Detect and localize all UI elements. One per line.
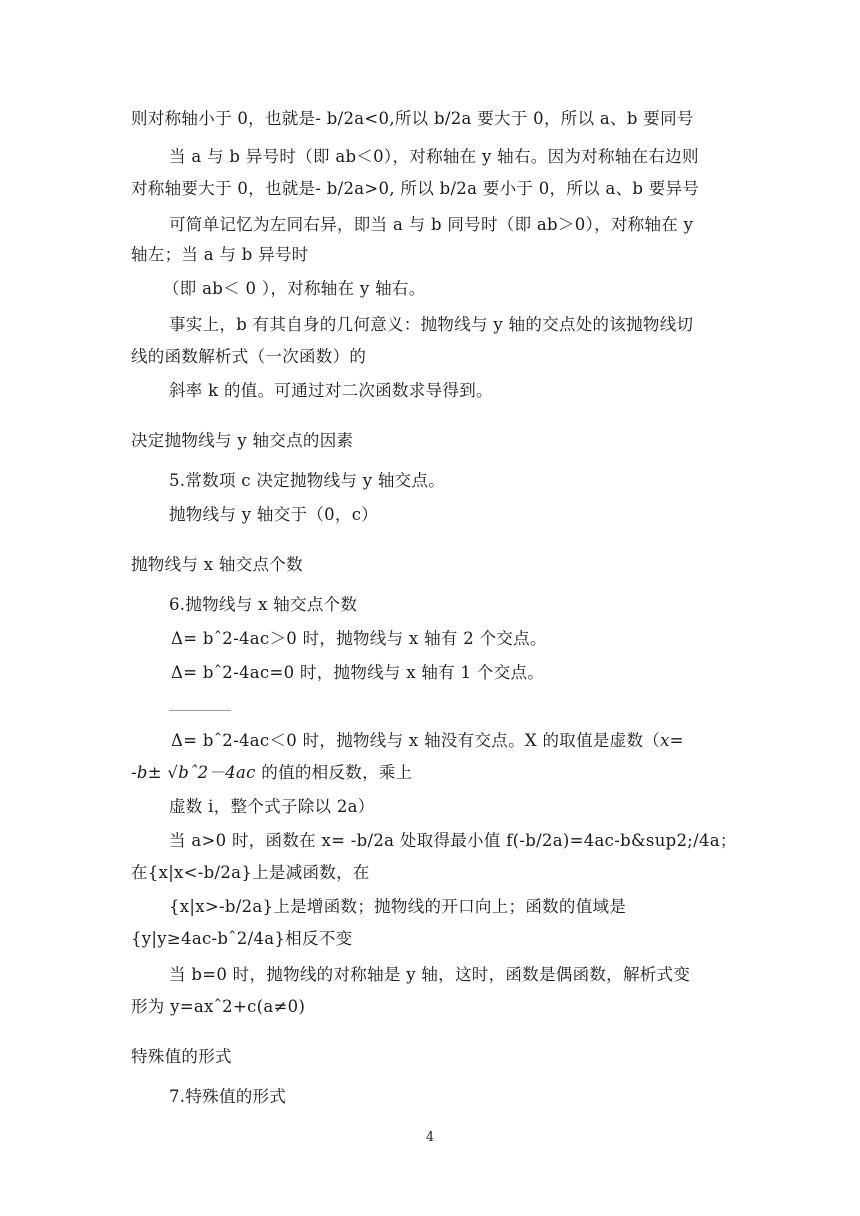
text-line: 轴左；当 a 与 b 异号时 <box>131 245 309 264</box>
text-line: Δ= bˆ2-4ac=0 时，抛物线与 x 轴有 1 个交点。 <box>171 663 545 682</box>
text-line: 当 b=0 时，抛物线的对称轴是 y 轴，这时，函数是偶函数，解析式变 <box>169 965 691 984</box>
section-heading: 抛物线与 x 轴交点个数 <box>131 555 303 574</box>
text-line: 当 a 与 b 异号时（即 ab＜0），对称轴在 y 轴右。因为对称轴在右边则 <box>169 147 699 166</box>
text-line: 斜率 k 的值。可通过对二次函数求导得到。 <box>169 381 493 400</box>
text-line: 可简单记忆为左同右异，即当 a 与 b 同号时（即 ab＞0），对称轴在 y <box>169 215 694 234</box>
text-line: {x|x>-b/2a}上是增函数；抛物线的开口向上；函数的值域是 <box>169 897 627 916</box>
text-line: 事实上，b 有其自身的几何意义：抛物线与 y 轴的交点处的该抛物线切 <box>169 315 694 334</box>
text-line: 当 a>0 时，函数在 x= -b/2a 处取得最小值 f(-b/2a)=4ac-b&sup2;/4a； <box>169 831 737 850</box>
page-number: 4 <box>425 1130 435 1145</box>
text-line: 7.特殊值的形式 <box>169 1087 287 1106</box>
text-line: 6.抛物线与 x 轴交点个数 <box>169 595 358 614</box>
text-line: 线的函数解析式（一次函数）的 <box>131 347 367 366</box>
text-line: 抛物线与 y 轴交于（0，c） <box>169 505 379 524</box>
section-heading: 决定抛物线与 y 轴交点的因素 <box>131 431 354 450</box>
text-line: -b± √bˆ2－4ac 的值的相反数，乘上 <box>131 763 413 782</box>
text-line: Δ= bˆ2-4ac＜0 时，抛物线与 x 轴没有交点。X 的取值是虚数（x= <box>171 731 684 750</box>
text-line: 对称轴要大于 0，也就是- b/2a>0, 所以 b/2a 要小于 0，所以 a、b 要异号 <box>131 179 700 198</box>
text-line: 则对称轴小于 0，也就是- b/2a<0,所以 b/2a 要大于 0，所以 a、b 要同号 <box>131 109 694 128</box>
text-line: （即 ab＜ 0 ），对称轴在 y 轴右。 <box>163 279 426 298</box>
text-line: 在{x|x<-b/2a}上是减函数，在 <box>131 863 370 882</box>
divider <box>169 710 231 711</box>
text-line: 5.常数项 c 决定抛物线与 y 轴交点。 <box>169 471 446 490</box>
text-line: Δ= bˆ2-4ac＞0 时，抛物线与 x 轴有 2 个交点。 <box>171 629 547 648</box>
text-line: {y|y≥4ac-bˆ2/4a}相反不变 <box>131 929 353 948</box>
section-heading: 特殊值的形式 <box>131 1047 232 1066</box>
text-line: 虚数 i，整个式子除以 2a） <box>169 797 375 816</box>
text-line: 形为 y=axˆ2+c(a≠0) <box>131 997 306 1016</box>
